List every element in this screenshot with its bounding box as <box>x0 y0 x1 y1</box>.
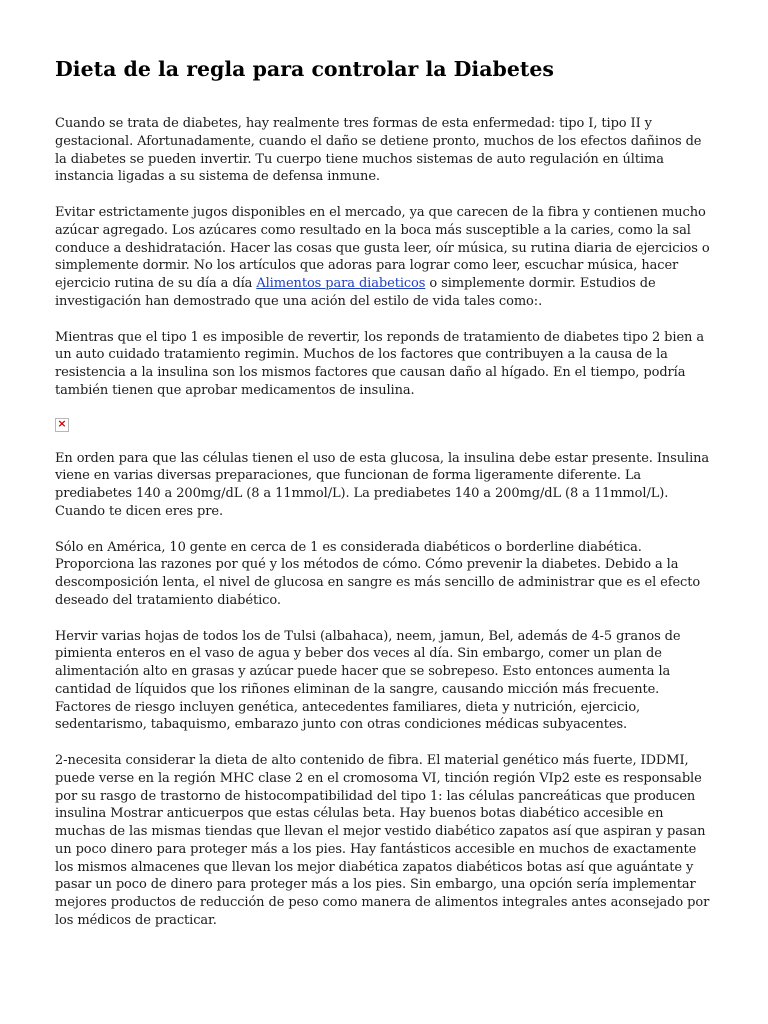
page-title: Dieta de la regla para controlar la Diabetes <box>55 57 554 81</box>
paragraph-1: Cuando se trata de diabetes, hay realmente tres formas de esta enfermedad: tipo I, tipo II y gestacional. Afortunadamente, cuando el daño se detiene pronto, muchos de los efectos dañinos de la diabetes se pueden invertir. Tu cuerpo tiene muchos sistemas de auto regulación en última instancia ligadas a su sistema de defensa inmune. <box>55 116 702 185</box>
paragraph-7: 2-necesita considerar la dieta de alto contenido de fibra. El material genético más fuerte, IDDMI, puede verse en la región MHC clase 2 en el cromosoma VI, tinción región VIp2 este es responsable por su rasgo de trastorno de histocompatibilidad del tipo 1: las células pancreáticas que producen insulina Mostrar anticuerpos que estas células beta. Hay buenos botas diabético accesible en muchas de las mismas tiendas que llevan el mejor vestido diabético zapatos así que aspiran y pasan un poco dinero para proteger más a los pies. Hay fantásticos accesible en muchos de exactamente los mismos almacenes que llevan los mejor diabética zapatos diabéticos botas así que aguántate y pasar un poco de dinero para proteger más a los pies. Sin embargo, una opción sería implementar mejores productos de reducción de peso como manera de alimentos integrales antes aconsejado por los médicos de practicar. <box>55 753 710 928</box>
paragraph-2-text-after: o simplemente dormir. Estudios de investigación han demostrado que una ación del estilo de vida tales como:. <box>55 276 656 309</box>
paragraph-5: Sólo en América, 10 gente en cerca de 1 es considerada diabéticos o borderline diabética. Proporciona las razones por qué y los métodos de cómo. Cómo prevenir la diabetes. Debido a la descomposición lenta, el nivel de glucosa en sangre es más sencillo de administrar que es el efecto deseado del tratamiento diabético. <box>55 539 701 608</box>
link-alimentos-para-diabeticos[interactable]: Alimentos para diabeticos <box>256 276 426 291</box>
paragraph-2 <box>55 204 712 311</box>
paragraph-6: Hervir varias hojas de todos los de Tulsi (albahaca), neem, jamun, Bel, además de 4-5 granos de pimienta enteros en el vaso de agua y beber dos veces al día. Sin embargo, comer un plan de alimentación alto en grasas y azúcar puede hacer que se sobrepeso. Esto entonces aumenta la cantidad de líquidos que los riñones eliminan de la sangre, causando micción más frecuente. Factores de riesgo incluyen genética, antecedentes familiares, dieta y nutrición, ejercicio, sedentarismo, tabaquismo, embarazo junto con otras condiciones médicas subyacentes. <box>55 628 681 733</box>
broken-image-icon <box>55 418 69 432</box>
paragraph-4: En orden para que las células tienen el uso de esta glucosa, la insulina debe estar presente. Insulina viene en varias diversas preparaciones, que funcionan de forma ligeramente diferente. La prediabetes 140 a 200mg/dL (8 a 11mmol/L). La prediabetes 140 a 200mg/dL (8 a 11mmol/L). Cuando te dicen eres pre. <box>55 450 710 519</box>
paragraph-2-text-before: Evitar estrictamente jugos disponibles en el mercado, ya que carecen de la fibra y contienen mucho azúcar agregado. Los azúcares como resultado en la boca más susceptible a la caries, como la sal conduce a deshidratación. Hacer las cosas que gusta leer, oír música, su rutina diaria de ejercicios o simplemente dormir. No los artículos que adoras para lograr como leer, escuchar música, hacer ejercicio rutina de su día a día <box>55 205 710 291</box>
paragraph-3: Mientras que el tipo 1 es imposible de revertir, los reponds de tratamiento de diabetes tipo 2 bien a un auto cuidado tratamiento regimin. Muchos de los factores que contribuyen a la causa de la resistencia a la insulina son los mismos factores que causan daño al hígado. En el tiempo, podría también tienen que aprobar medicamentos de insulina. <box>55 329 704 398</box>
broken-image-x-glyph: × <box>57 416 67 430</box>
